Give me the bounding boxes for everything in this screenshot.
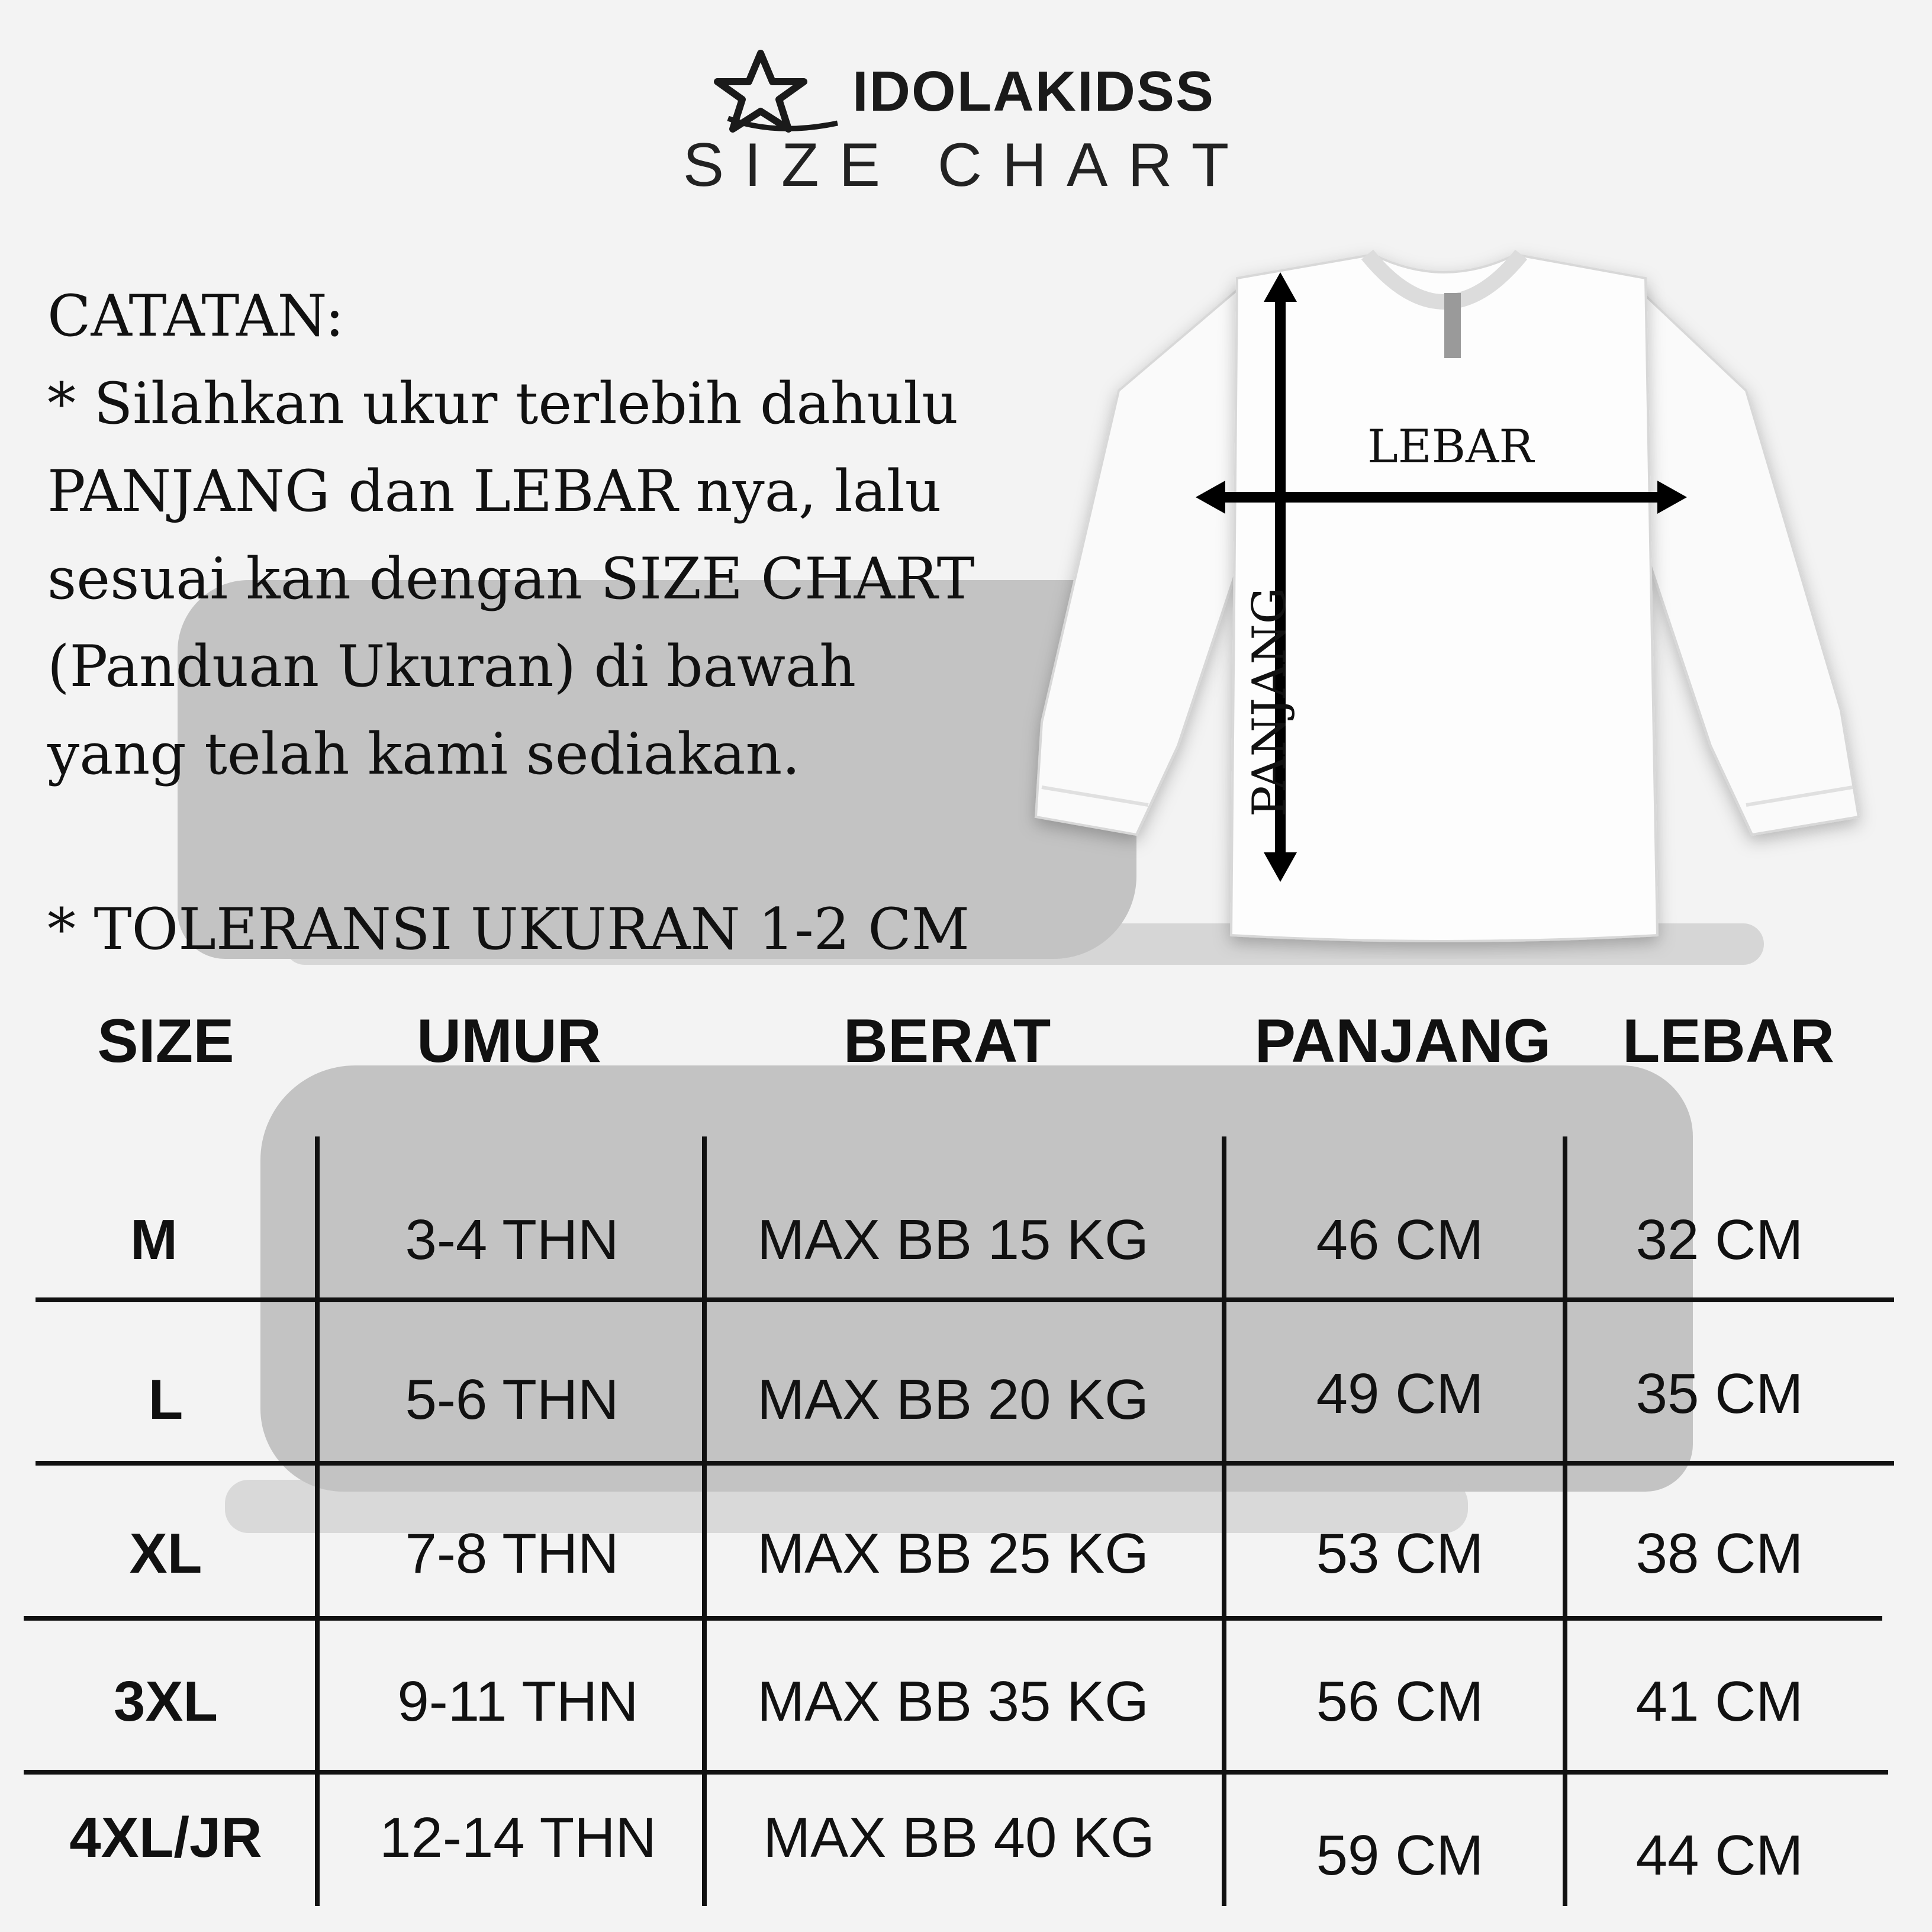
notes-line: sesuai kan dengan SIZE CHART — [47, 546, 975, 612]
width-cell: 44 CM — [1635, 1824, 1804, 1887]
logo — [704, 47, 1215, 136]
size-cell: L — [148, 1368, 183, 1431]
column-header-weight: BERAT — [843, 1007, 1051, 1076]
length-label: PANJANG — [1243, 587, 1296, 817]
header — [0, 36, 1932, 201]
column-divider — [702, 1136, 707, 1906]
tolerance-note: * TOLERANSI UKURAN 1-2 CM — [47, 896, 970, 962]
length-cell: 59 CM — [1316, 1824, 1484, 1887]
weight-cell: MAX BB 15 KG — [757, 1208, 1149, 1271]
weight-cell: MAX BB 40 KG — [763, 1806, 1155, 1869]
age-cell: 7-8 THN — [405, 1522, 619, 1585]
width-cell: 32 CM — [1635, 1208, 1804, 1271]
page-title: SIZE CHART — [682, 131, 1250, 199]
width-cell: 41 CM — [1635, 1670, 1804, 1733]
age-cell: 12-14 THN — [379, 1806, 656, 1869]
shirt-diagram — [1018, 237, 1906, 959]
size-cell: 4XL/JR — [69, 1806, 262, 1869]
age-cell: 9-11 THN — [397, 1670, 639, 1733]
weight-cell: MAX BB 35 KG — [757, 1670, 1149, 1733]
weight-cell: MAX BB 25 KG — [757, 1522, 1149, 1585]
column-header-age: UMUR — [417, 1007, 601, 1076]
notes-line: (Panduan Ukuran) di bawah — [47, 633, 856, 700]
notes-heading: CATATAN: — [47, 283, 344, 349]
size-cell: 3XL — [113, 1670, 218, 1733]
length-cell: 46 CM — [1316, 1208, 1484, 1271]
size-cell: M — [130, 1208, 178, 1271]
width-label: LEBAR — [1367, 420, 1534, 474]
column-header-length: PANJANG — [1254, 1007, 1551, 1076]
row-divider — [24, 1770, 1888, 1775]
row-divider — [24, 1616, 1882, 1621]
shirt-icon — [1018, 237, 1906, 959]
notes-line: PANJANG dan LEBAR nya, lalu — [47, 458, 942, 524]
length-cell: 56 CM — [1316, 1670, 1484, 1733]
width-cell: 35 CM — [1635, 1362, 1804, 1425]
column-header-size: SIZE — [97, 1007, 234, 1076]
length-cell: 53 CM — [1316, 1522, 1484, 1585]
column-divider — [1222, 1136, 1226, 1906]
column-header-width: LEBAR — [1622, 1007, 1835, 1076]
size-cell: XL — [129, 1522, 202, 1585]
weight-cell: MAX BB 20 KG — [757, 1368, 1149, 1431]
table-header-row — [0, 1006, 1932, 1101]
size-table — [0, 1136, 1932, 1906]
width-cell: 38 CM — [1635, 1522, 1804, 1585]
star-logo-icon — [704, 47, 841, 136]
age-cell: 3-4 THN — [405, 1208, 619, 1271]
row-divider — [36, 1297, 1894, 1302]
brand-name: IDOLAKIDSS — [852, 60, 1215, 123]
notes — [47, 272, 1054, 973]
notes-line: yang telah kami sediakan. — [47, 721, 800, 787]
row-divider — [36, 1461, 1894, 1466]
age-cell: 5-6 THN — [405, 1368, 619, 1431]
column-divider — [315, 1136, 320, 1906]
notes-line: * Silahkan ukur terlebih dahulu — [47, 371, 958, 437]
length-cell: 49 CM — [1316, 1362, 1484, 1425]
